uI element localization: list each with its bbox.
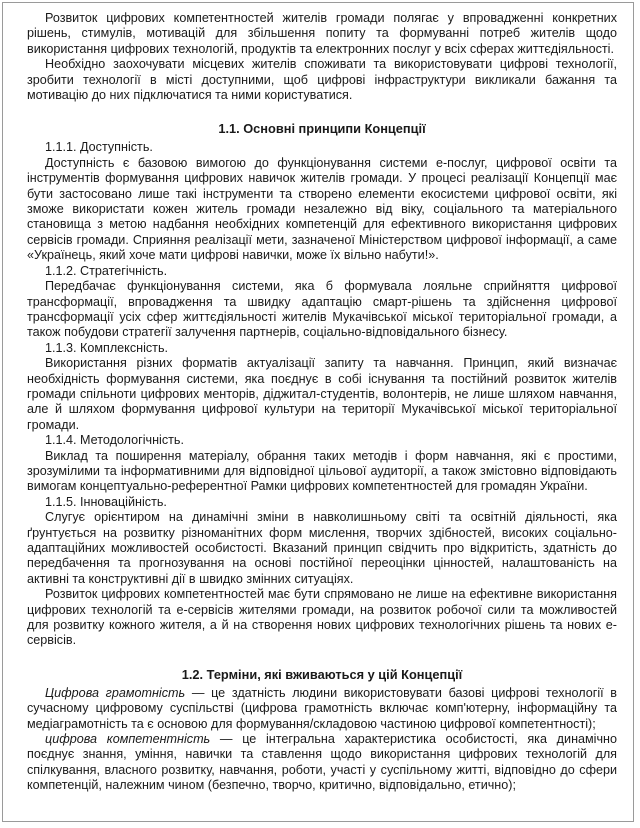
principle-1-text: Доступність є базовою вимогою до функціонування системи е-послуг, цифрової освіти та інструментів формування цифрових навичок жителів громади. У процесі реалізації Концепції має бути застосовано лише такі інструменти та створено елементи екосистеми цифрової освіти, які зможе використати кожен житель громади незалежно від віку, соціального та матеріального становища з метою надбання необхідних компетенцій для ефективного використання цифрових сервісів громади. Сприяння реалізації мети, зазначеної Міністерством цифрової інформації, а саме «Українець, який хоче мати цифрові навички, може їх вільно набути!». [27,155,617,263]
principle-5-heading: 1.1.5. Інноваційність. [45,494,167,509]
intro-paragraph-2: Необхідно заохочувати місцевих жителів споживати та використовувати цифрові технології, зробити технології в місті доступними, щоб цифрові інфраструктури викликали бажання та мотивацію до них підключатися та ними користуватися. [27,57,617,103]
principle-4-heading: 1.1.4. Методологічність. [45,433,184,448]
principle-3-heading: 1.1.3. Комплексність. [45,340,169,355]
principle-4-text: Виклад та поширення матеріалу, обрання таких методів і форм навчання, які є простими, зрозумілими та інформативними для відповідної цільової аудиторії, а також змістовно відповідають вимогам концептуально-референтної Рамки цифрових компетентностей для громадян України. [27,448,617,494]
principle-3-text: Використання різних форматів актуалізації запиту та навчання. Принцип, який визначає необхідність формування системи, яка поєднує в собі існування та постійний розвиток жителів громади спільноти цифрових менторів, діджитал-студентів, волонтерів, не лише шляхом навчання, але й шляхом формування цифрової культури на території Мукачівської міської територіальної громади. [27,356,617,432]
term-name: цифрова компетентність [45,732,211,747]
term-definition-1 [27,686,617,732]
section-1-1-closing: Розвиток цифрових компетентностей має бути спрямовано не лише на ефективне використання цифрових технологій та е-сервісів жителями громади, на розвиток робочої сили та можливостей для розвитку кожного жителя, а й на створення нових цифрових технологічних рішень та нових е-сервісів. [27,587,617,648]
section-1-1-title: 1.1. Основні принципи Концепції [218,121,426,137]
term-definition-2 [27,732,617,794]
term-text: — це здатність людини використовувати базові цифрові технології в сучасному цифровому суспільстві (цифрова грамотність включає комп'ютерну, інформаційну та медіаграмотність та є основою для формування/складовою частиною цифрової компетентності); [27,685,617,731]
principle-1-heading: 1.1.1. Доступність. [45,140,153,155]
principle-5-text: Слугує орієнтиром на динамічні зміни в навколишньому світі та освітній діяльності, яка ґрунтується на розвитку різноманітних форм мислення, творчих здібностей, високих соціально-адаптаційних можливостей особистості. Вказаний принцип свідчить про відкритість, здатність до передбачення та прогнозування на основі постійної переоцінки цінностей, налаштованість на активні та конструктивні дії в швидко змінних ситуаціях. [27,510,617,586]
term-name: Цифрова грамотність [45,685,186,700]
principle-2-text: Передбачає функціонування системи, яка б формувала лояльне сприйняття цифрової трансформації, впровадження та швидку адаптацію смарт-рішень та здійснення цифрової трансформації усіх сфер життєдіяльності жителів Мукачівської міської територіальної громади, а також побудови стратегії залучення партнерів, соціально-відповідального бізнесу. [27,279,617,340]
term-text: — це інтегральна характеристика особистості, яка динамічно поєднує знання, уміння, навички та ставлення щодо використання цифрових технологій для спілкування, власного розвитку, навчання, роботи, участі у суспільному житті, відповідно до сфери компетенцій, належним чином (безпечно, творчо, критично, відповідально, етично); [27,732,617,793]
principle-2-heading: 1.1.2. Стратегічність. [45,263,168,278]
intro-paragraph-1: Розвиток цифрових компетентностей жителів громади полягає у впровадженні конкретних рішень, стимулів, мотивацій для збільшення попиту та формуванні потреб жителів щодо використання цифрових технологій, продуктів та електронних послуг у всіх сферах життєдіяльності. [27,11,617,56]
document-body [27,11,617,794]
document-page [2,2,634,822]
section-1-2-title: 1.2. Терміни, які вживаються у цій Концепції [181,666,463,682]
